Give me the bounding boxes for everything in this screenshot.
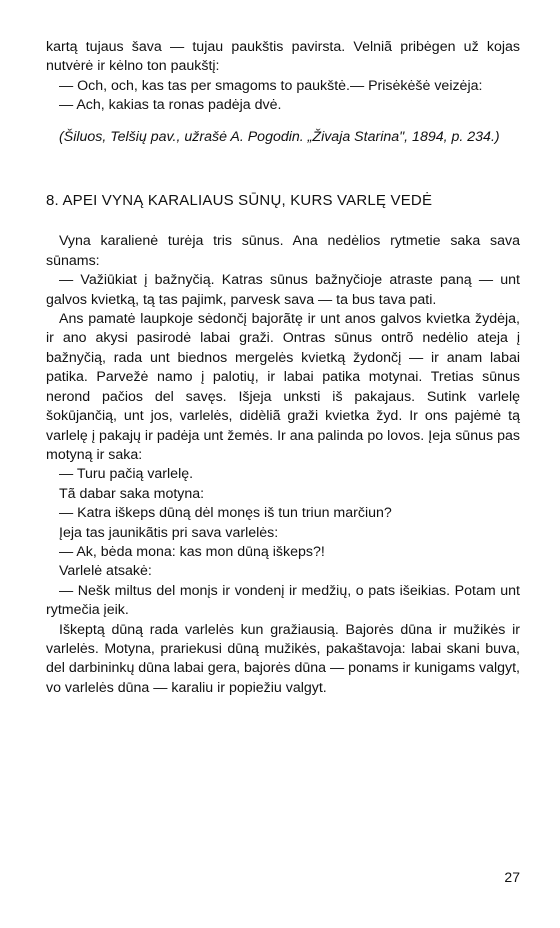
source-note: (Šiluos, Telšių pav., užrašė A. Pogodin. „Živaja Starina", 1894, p. 234.) bbox=[59, 128, 500, 145]
paragraph: — Katra iškeps dūną dėl monęs iš tun triun marčiun? bbox=[59, 505, 392, 522]
paragraph: — Turu pačią varlelę. bbox=[59, 466, 194, 483]
paragraph: — Ach, kakias ta ronas padėja dvė. bbox=[59, 97, 282, 114]
paragraph: — Nešk miltus del monįs ir vondenį ir medžių, o pats išeikias. Potam unt rytmečia įeik. bbox=[46, 582, 520, 619]
paragraph: kartą tujaus šava — tujau paukštis pavirsta. Velniã pribėgen už kojas nutvėrė ir kėlno ton paukštį: bbox=[46, 39, 520, 75]
page-number: 27 bbox=[504, 869, 520, 885]
paragraph: Įeja tas jaunikãtis pri sava varlelės: bbox=[59, 524, 279, 541]
continued-text bbox=[46, 38, 520, 116]
paragraph: Ans pamatė laupkoje sėdončį bajorãtę ir unt anos galvos kvietka žydėja, ir ano akysi pasirodė labai graži. Ontras sūnus ontrõ nedėlio ateja į bažnyčią, rada unt biednos mergelės kvietką žydončį — ir anam labai patika. Parvežė namo į palotių, ir labai patika motynai. Tretias sūnus nerond pačios del savęs. Išjeja unksti iš pakajaus. Sutink varlelę šokūjančią, unt jos, varlelės, didèliã graži kvietka žyd. Ir ons pajėmė tą varlelę į pakajų ir padėja unt žemės. Ir ana palinda po lovos. Įeja sūnus pas motyną ir saka: bbox=[46, 311, 520, 463]
paragraph: Iškeptą dūną rada varlelės kun gražiausią. Bajorės dūna ir mužikės ir varlelės. Motyna, prariekusi dūną mužikės, pakaštavoja: labai skani buva, del darbininkų dūna labai gera, bajorės dūna — ponams ir kunigams valgyt, vo varlelės dūna — karaliu ir popiežiu valgyt. bbox=[46, 621, 520, 696]
story-text bbox=[46, 232, 520, 698]
story-heading: 8. APEI VYNĄ KARALIAUS SŪNŲ, KURS VARLĘ VEDĖ bbox=[46, 192, 433, 210]
paragraph: — Och, och, kas tas per smagoms to paukštė.— Prisėkėšė veizėja: bbox=[59, 77, 483, 94]
paragraph: Vyna karalienė turėja tris sūnus. Ana nedėlios rytmetie saka sava sūnams: bbox=[46, 233, 520, 269]
paragraph: — Ak, bėda mona: kas mon dūną iškeps?! bbox=[59, 543, 325, 560]
paragraph: Tã dabar saka motyna: bbox=[59, 485, 205, 502]
paragraph: — Važiūkiat į bažnyčią. Katras sūnus bažnyčioje atraste paną — unt galvos kvietką, tą tas pajimk, parvesk sava — ta bus tava pati. bbox=[46, 272, 520, 308]
paragraph: Varlelė atsakė: bbox=[59, 563, 152, 580]
